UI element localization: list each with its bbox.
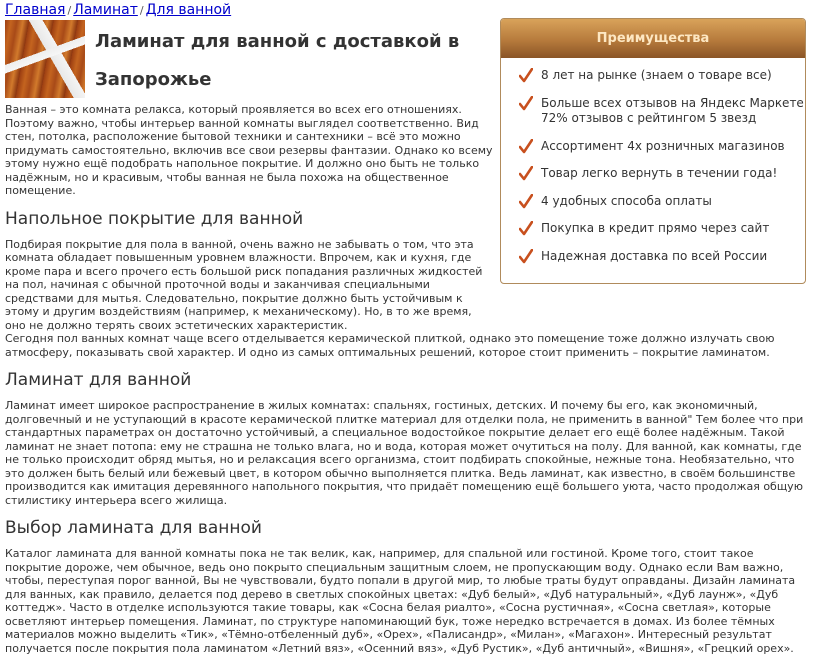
benefit-text: Надежная доставка по всей России	[541, 249, 767, 265]
benefit-item	[519, 139, 805, 155]
breadcrumb-separator: /	[65, 4, 73, 17]
section-paragraph: Каталог ламината для ванной комнаты пока не так велик, как, например, для спальной или гостиной. Кроме того, стоит такое покрытие дороже, чем обычное, ведь оно покрыто специальным защитным слоем, не пропускающим воду. Однако если Вам важно, чтобы, переступая порог ванной, Вы не чувствовали, будто попали в другой мир, то любые траты будут оправданы. Дизайн ламината для ванных, как правило, делается под дерево в светлых спокойных цветах: «Дуб белый», «Дуб натуральный», «Дуб лаунж», «Дуб коттедж». Часто в отделке используются такие товары, как «Сосна белая риалто», «Сосна рустичная», «Сосна светлая», которые осветляют интерьер помещения. Ламинат, по структуре напоминающий бук, тоже нередко встречается в домах. Из более тёмных материалов можно выделить «Тик», «Тёмно-отбеленный дуб», «Орех», «Палисандр», «Милан», «Магахон». Интересный результат получается после покрытия пола ламинатом «Летний вяз», «Осенний вяз», «Дуб Рустик», «Дуб античный», «Вишня», «Грецкий орех».	[5, 547, 809, 655]
benefit-item	[519, 221, 805, 237]
benefit-item	[519, 194, 805, 210]
section-paragraph: Сегодня пол ванных комнат чаще всего отделывается керамической плиткой, однако это помещение тоже должно излучать свою атмосферу, показывать свой характер. И одно из самых оптимальных решений, которое стоит применить – покрытие ламинатом.	[5, 332, 809, 359]
benefits-title: Преимущества	[501, 19, 805, 58]
benefit-text: Покупка в кредит прямо через сайт	[541, 221, 769, 237]
page-title: Ламинат для ванной с доставкой в Запорожье	[5, 19, 495, 99]
check-icon	[519, 96, 533, 111]
check-icon	[519, 166, 533, 181]
breadcrumb-separator: /	[138, 4, 146, 17]
benefit-text: 4 удобных способа оплаты	[541, 194, 712, 210]
check-icon	[519, 221, 533, 236]
benefit-item	[519, 166, 805, 182]
section-paragraph: Ламинат имеет широкое распространение в жилых комнатах: спальнях, гостиных, детских. И почему бы его, как экономичный, долговечный и не уступающий в красоте керамической плитке материал для отделки пола, не применить в ванной" Тем более что при стандартных параметрах он достаточно устойчивый, а специальное водостойкое покрытие делает его ещё более надёжным. Такой ламинат не знает потопа: ему не страшна не только влага, но и вода, которая может очутиться на полу. Для ванной, как комнаты, где не только происходит обряд мытья, но и релаксация всего организма, стоит подбирать спокойные, нежные тона. Необязательно, что это должен быть белый или бежевый цвет, в котором обычно выполняется плитка. Ведь ламинат, как известно, в своём большинстве производится как имитация деревянного напольного покрытия, что придаёт помещению ещё большего уюта, часто продолжая общую стилистику интерьера всего жилища.	[5, 399, 809, 507]
benefit-item	[519, 249, 805, 265]
breadcrumb-link-laminate[interactable]: Ламинат	[73, 2, 138, 18]
breadcrumb	[5, 0, 814, 19]
benefits-list	[501, 58, 805, 264]
benefit-text: 8 лет на рынке (знаем о товаре все)	[541, 68, 772, 84]
benefit-text: Больше всех отзывов на Яндекс Маркете 72% отзывов с рейтингом 5 звезд	[541, 96, 805, 127]
section-paragraph: Подбирая покрытие для пола в ванной, очень важно не забывать о том, что эта комната обладает повышенным уровнем влажности. Впрочем, как и кухня, где кроме пара и всего прочего есть большой риск попадания различных жидкостей на пол, начиная с обычной проточной воды и заканчивая специальными средствами для мытья. Следовательно, покрытие должно быть устойчивым к этому и другим воздействиям (например, к механическому). Но, в то же время, оно не должно терять своих эстетических характеристик.	[5, 238, 495, 333]
check-icon	[519, 249, 533, 264]
benefit-item	[519, 68, 805, 84]
breadcrumb-link-home[interactable]: Главная	[5, 2, 65, 18]
section-heading-choice: Выбор ламината для ванной	[5, 517, 809, 539]
check-icon	[519, 139, 533, 154]
check-icon	[519, 194, 533, 209]
benefit-text: Ассортимент 4х розничных магазинов	[541, 139, 785, 155]
section-heading-floor-covering: Напольное покрытие для ванной	[5, 208, 809, 230]
main-intro	[5, 19, 495, 198]
check-icon	[519, 68, 533, 83]
intro-paragraph: Ванная – это комната релакса, который проявляется во всех его отношениях. Поэтому важно, чтобы интерьер ванной комнаты выглядел соответственно. Вид стен, потолка, расположение бытовой техники и сантехники – всё это можно придумать самостоятельно, включив все свои резервы фантазии. Однако ко всему этому нужно ещё подобрать напольное покрытие. И должно оно быть не только надёжным, но и красивым, чтобы ванная не была похожа на общественное помещение.	[5, 103, 495, 198]
benefit-item	[519, 96, 805, 127]
breadcrumb-link-bathroom[interactable]: Для ванной	[146, 2, 232, 18]
benefits-box	[500, 18, 806, 284]
benefit-text: Товар легко вернуть в течении года!	[541, 166, 777, 182]
laminate-photo	[5, 20, 85, 98]
section-heading-laminate: Ламинат для ванной	[5, 369, 809, 391]
